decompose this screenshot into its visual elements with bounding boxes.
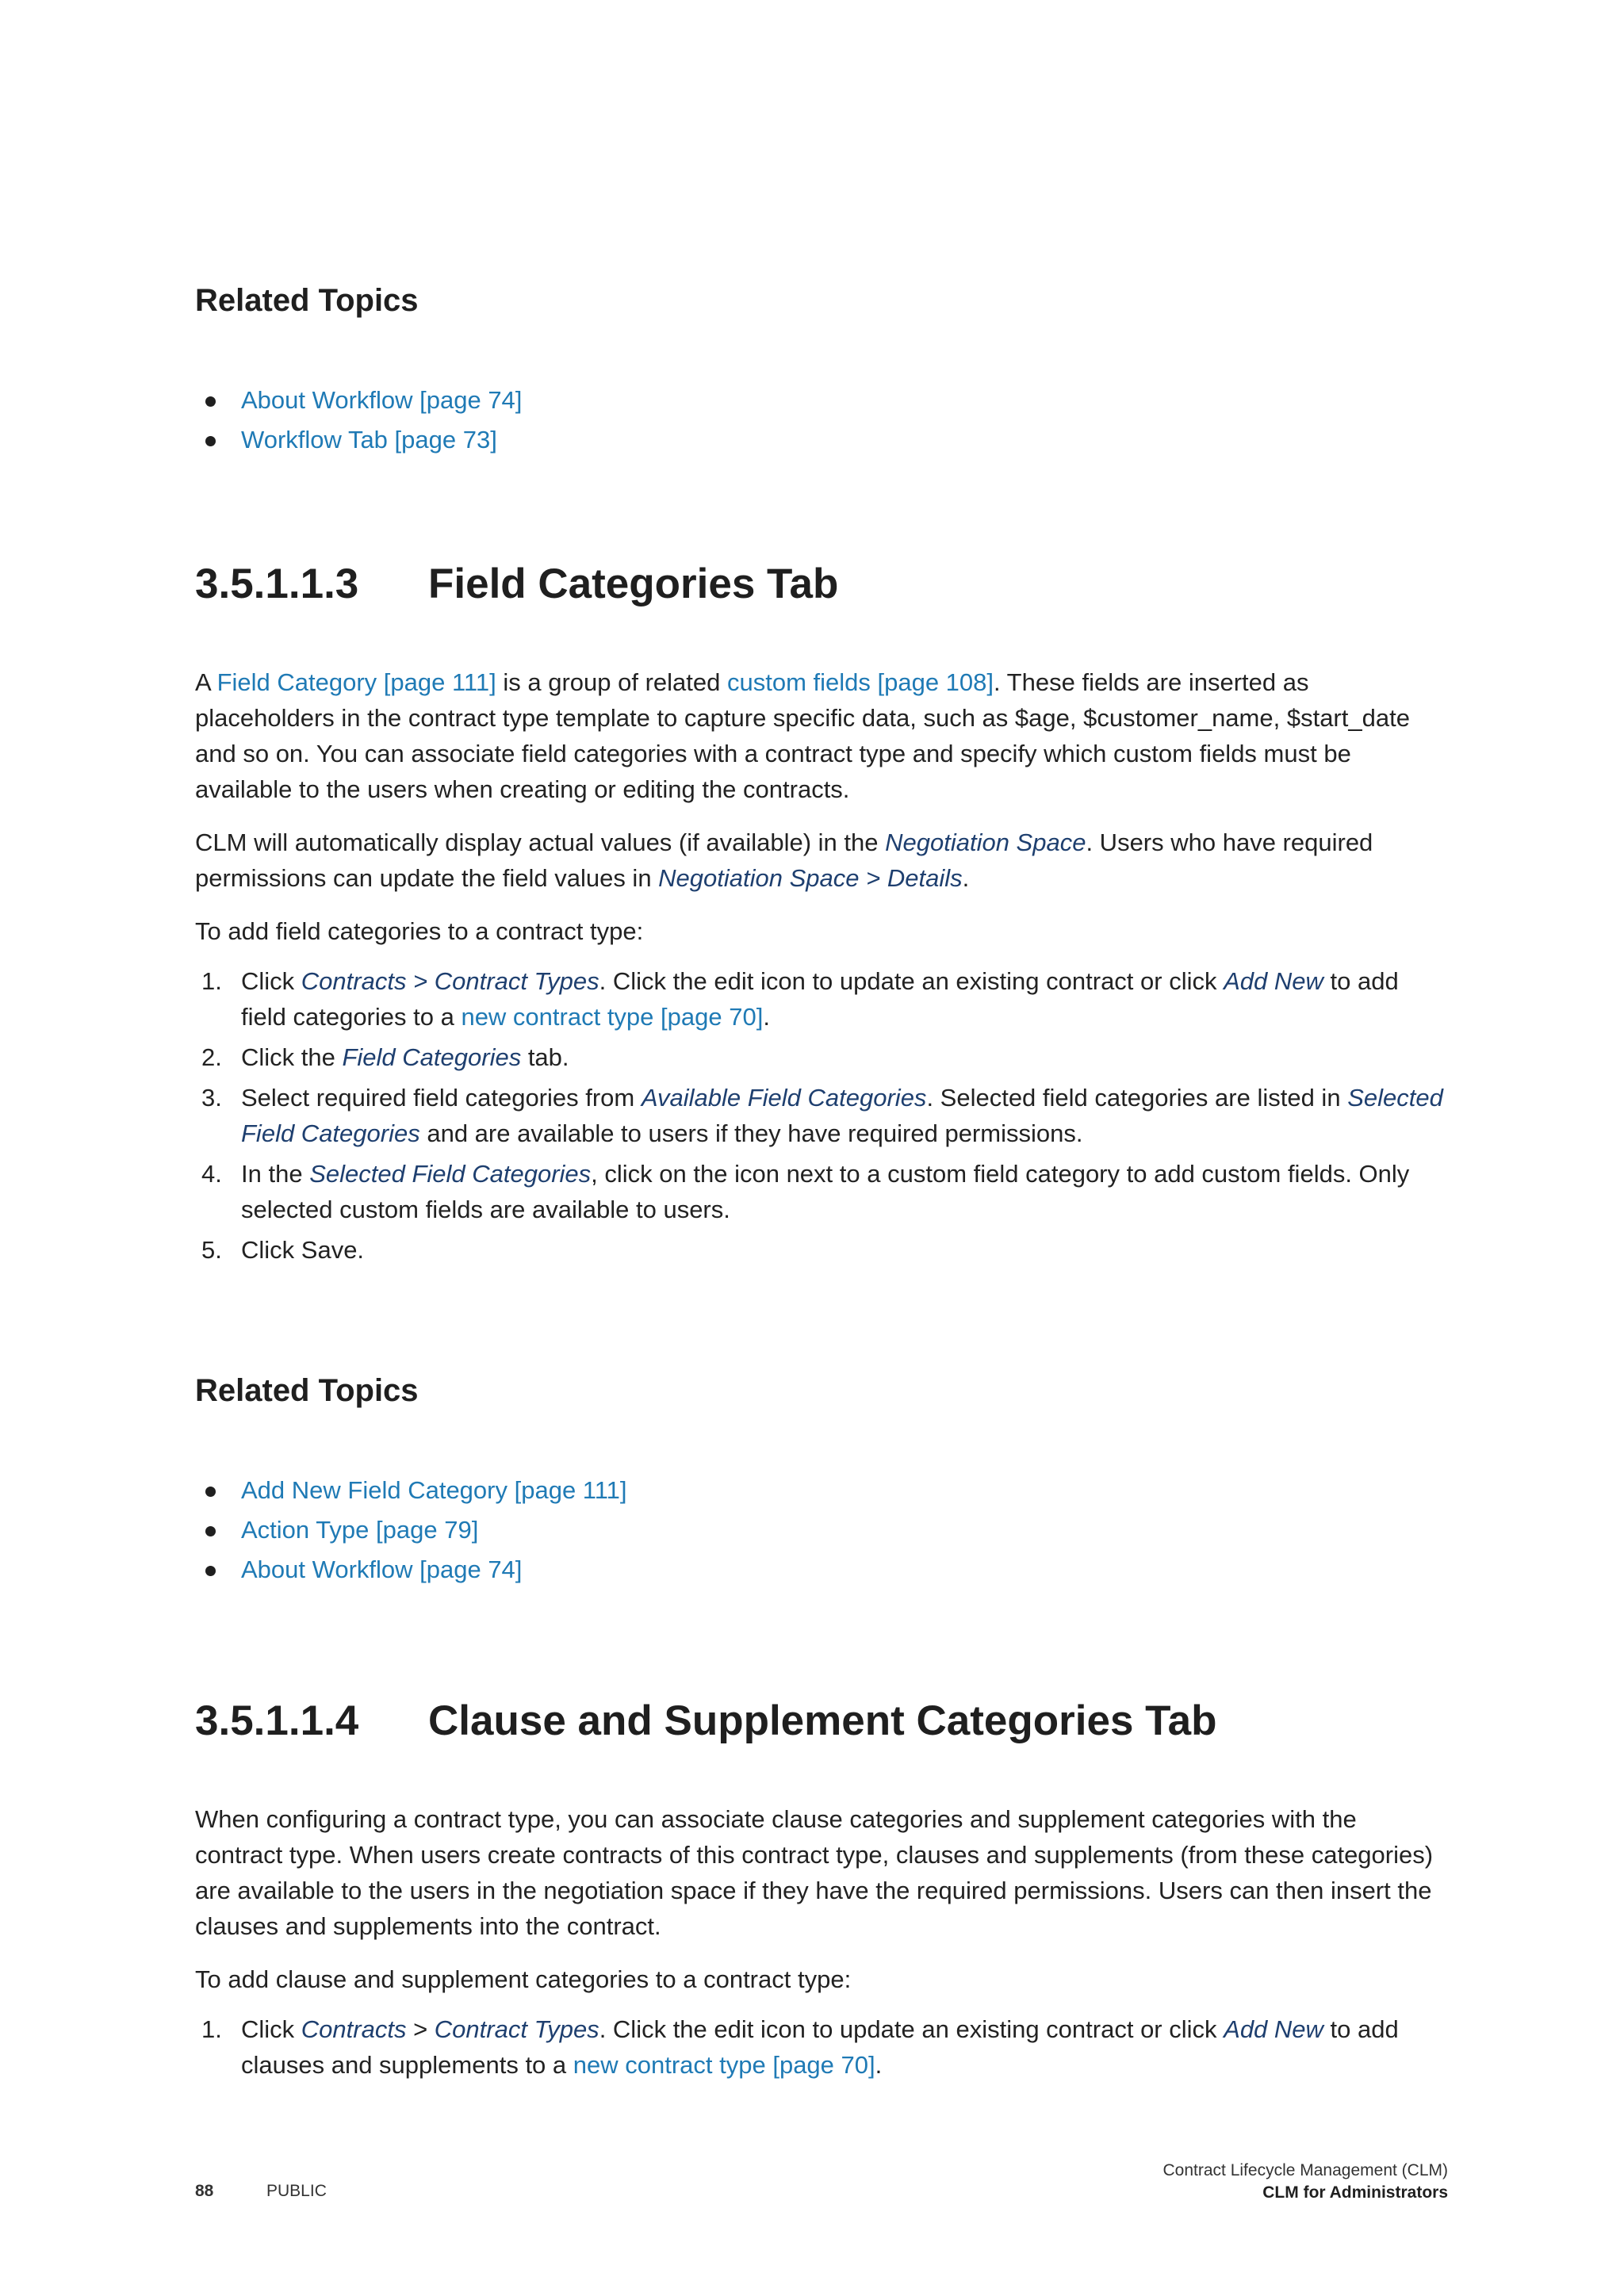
step-number: 2.	[201, 1043, 222, 1071]
text-span: CLM will automatically display actual values (if available) in the	[195, 828, 886, 856]
related-topics-heading: Related Topics	[195, 283, 419, 318]
product-name: Contract Lifecycle Management (CLM)	[1162, 2161, 1448, 2179]
step-item	[195, 963, 1448, 1035]
ui-term-selected-field-categories: Selected Field Categories	[241, 1084, 1443, 1147]
ui-term-available-field-categories: Available Field Categories	[641, 1084, 927, 1112]
text-span: to add field categories to a	[241, 967, 1399, 1031]
text-span: In the	[241, 1160, 310, 1188]
related-link-about-workflow[interactable]: About Workflow [page 74]	[195, 381, 1448, 420]
ui-term-contract-types: Contracts > Contract Types	[301, 967, 599, 995]
clause-supplement-steps	[195, 2011, 1448, 2083]
ui-term-add-new: Add New	[1224, 2015, 1323, 2043]
step-number: 5.	[201, 1236, 222, 1264]
guide-title: CLM for Administrators	[1262, 2183, 1448, 2202]
text-span: . Selected field categories are listed in	[926, 1084, 1348, 1112]
text-span: .	[962, 864, 970, 892]
text-span: is a group of related	[496, 668, 727, 696]
step-item	[195, 2011, 1448, 2083]
ui-term-field-categories: Field Categories	[342, 1043, 522, 1071]
ui-term-negotiation-details: Negotiation Space > Details	[658, 864, 963, 892]
step-item	[195, 1039, 1448, 1075]
ui-term-selected-field-categories: Selected Field Categories	[309, 1160, 592, 1188]
text-span: Select required field categories from	[241, 1084, 642, 1112]
clause-supplement-paragraph: When configuring a contract type, you can associate clause categories and supplement categories with the contract type. When users create contracts of this contract type, clauses and supplements (from these categories) are available to the users in the negotiation space if they have the required permissions. Users can then insert the clauses and supplements into the contract.	[195, 1805, 1434, 1940]
step-number: 1.	[201, 967, 222, 995]
text-span: .	[875, 2051, 883, 2079]
text-span: . Click the edit icon to update an existing contract or click	[599, 2015, 1224, 2043]
related-link-add-new-field-category[interactable]: Add New Field Category [page 111]	[195, 1471, 1448, 1510]
section-title: Clause and Supplement Categories Tab	[428, 1697, 1217, 1744]
section-title: Field Categories Tab	[428, 561, 839, 607]
custom-fields-link[interactable]: custom fields [page 108]	[726, 668, 994, 696]
text-span: Click	[241, 2015, 301, 2043]
section-heading-field-categories	[195, 560, 838, 608]
ui-term-negotiation-space: Negotiation Space	[885, 828, 1086, 856]
new-contract-type-link[interactable]: new contract type [page 70]	[461, 1003, 764, 1031]
related-topics-list	[195, 381, 1448, 460]
step-item	[195, 1156, 1448, 1227]
related-topics-list	[195, 1471, 1448, 1590]
field-category-steps	[195, 963, 1448, 1268]
field-category-link[interactable]: Field Category [page 111]	[216, 668, 496, 696]
classification-label: PUBLIC	[266, 2182, 327, 2200]
text-span: .	[763, 1003, 770, 1031]
page-number: 88	[195, 2182, 214, 2200]
footer-left	[195, 2182, 327, 2201]
section-number: 3.5.1.1.3	[195, 561, 359, 607]
field-category-paragraph	[195, 664, 1448, 807]
related-link-workflow-tab[interactable]: Workflow Tab [page 73]	[195, 420, 1448, 460]
section-number: 3.5.1.1.4	[195, 1697, 359, 1744]
step-item	[195, 1080, 1448, 1151]
related-link-action-type[interactable]: Action Type [page 79]	[195, 1510, 1448, 1550]
steps-intro: To add field categories to a contract type:	[195, 917, 644, 945]
text-span: , click on the icon next to a custom field category to add custom fields. Only selected custom fields are available to users.	[241, 1160, 1410, 1223]
related-link-about-workflow[interactable]: About Workflow [page 74]	[195, 1550, 1448, 1590]
steps-intro: To add clause and supplement categories to a contract type:	[195, 1965, 852, 1993]
text-span: Click Save.	[241, 1236, 365, 1264]
step-number: 3.	[201, 1084, 222, 1112]
related-topics-heading: Related Topics	[195, 1373, 419, 1408]
footer-right	[1163, 2160, 1448, 2204]
new-contract-type-link[interactable]: new contract type [page 70]	[573, 2051, 875, 2079]
step-number: 1.	[201, 2015, 222, 2043]
text-span: Click the	[241, 1043, 343, 1071]
section-heading-clause-supplement	[195, 1697, 1216, 1745]
ui-term-contracts: Contracts	[301, 2015, 407, 2043]
text-span: . These fields are inserted as placeholders in the contract type template to capture specific data, such as $age, $customer_name, $start_date and so on. You can associate field categories with a contract type and specify which custom fields must be available to the users when creating or editing the contracts.	[195, 668, 1410, 803]
text-span: to add clauses and supplements to a	[241, 2015, 1399, 2079]
text-span: A	[195, 668, 217, 696]
text-span: >	[406, 2015, 435, 2043]
ui-term-contract-types: Contract Types	[434, 2015, 599, 2043]
text-span: tab.	[521, 1043, 569, 1071]
negotiation-space-paragraph	[195, 825, 1448, 896]
text-span: Click	[241, 967, 301, 995]
text-span: and are available to users if they have required permissions.	[419, 1119, 1083, 1147]
step-number: 4.	[201, 1160, 222, 1188]
step-item	[195, 1232, 1448, 1268]
ui-term-add-new: Add New	[1224, 967, 1323, 995]
text-span: . Click the edit icon to update an existing contract or click	[599, 967, 1224, 995]
text-span: . Users who have required permissions can update the field values in	[195, 828, 1373, 892]
